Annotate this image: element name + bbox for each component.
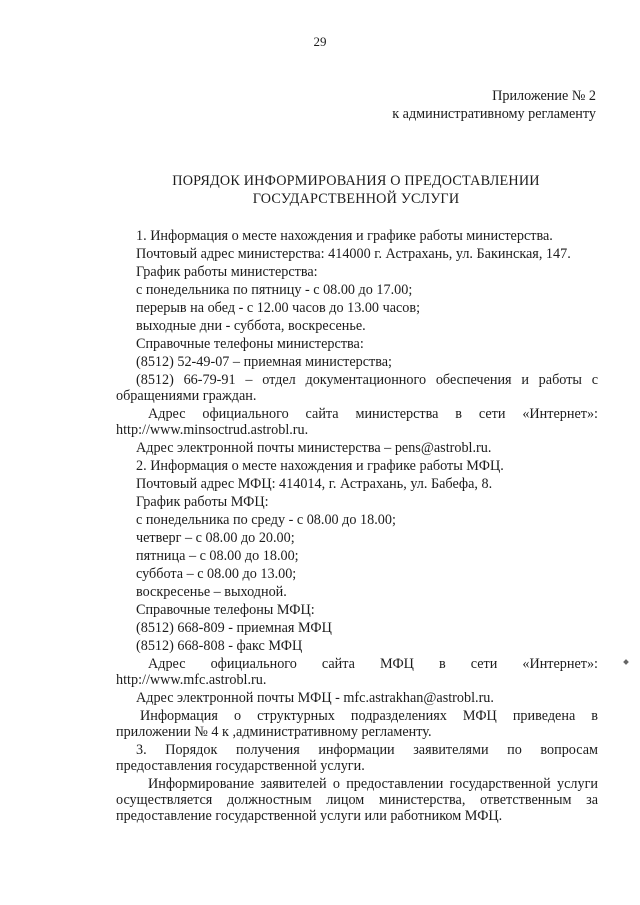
mfc-schedule-heading: График работы МФЦ:	[136, 494, 269, 510]
mfc-subdivisions-info-cont: приложении № 4 к ,административному регламенту.	[116, 724, 432, 740]
mfc-schedule-saturday: суббота – с 08.00 до 13.00;	[136, 566, 297, 582]
mfc-email: Адрес электронной почты МФЦ - mfc.astrakhan@astrobl.ru.	[136, 690, 494, 706]
ministry-email: Адрес электронной почты министерства – pens@astrobl.ru.	[136, 440, 492, 456]
appendix-number: Приложение № 2	[492, 88, 596, 104]
mfc-phone-reception: (8512) 668-809 - приемная МФЦ	[136, 620, 332, 636]
appendix-reference: к административному регламенту	[392, 106, 596, 122]
mfc-phone-fax: (8512) 668-808 - факс МФЦ	[136, 638, 303, 654]
ministry-schedule-heading: График работы министерства:	[136, 264, 318, 280]
document-title-line-2: ГОСУДАРСТВЕННОЙ УСЛУГИ	[252, 191, 460, 207]
ministry-schedule-lunch: перерыв на обед - с 12.00 часов до 13.00 часов;	[136, 300, 421, 316]
section-1-heading: 1. Информация о месте нахождения и графике работы министерства.	[136, 228, 553, 244]
informing-paragraph-line-1: Информирование заявителей о предоставлении государственной услуги	[148, 776, 598, 792]
mfc-website-label: Адрес официального сайта МФЦ в сети «Интернет»:	[148, 656, 598, 672]
ministry-website-label: Адрес официального сайта министерства в сети «Интернет»:	[148, 406, 598, 422]
page-number: 29	[313, 34, 327, 49]
mfc-schedule-mon-wed: с понедельника по среду - с 08.00 до 18.00;	[136, 512, 396, 528]
informing-paragraph-line-2: осуществляется должностным лицом министерства, ответственным за	[116, 792, 598, 808]
mfc-schedule-thursday: четверг – с 08.00 до 20.00;	[136, 530, 295, 546]
ministry-postal-address: Почтовый адрес министерства: 414000 г. Астрахань, ул. Бакинская, 147.	[136, 246, 571, 262]
mfc-schedule-friday: пятница – с 08.00 до 18.00;	[136, 548, 299, 564]
document-title-line-1: ПОРЯДОК ИНФОРМИРОВАНИЯ О ПРЕДОСТАВЛЕНИИ	[172, 173, 540, 189]
ministry-schedule-weekdays: с понедельника по пятницу - с 08.00 до 17.00;	[136, 282, 413, 298]
ministry-schedule-days-off: выходные дни - суббота, воскресенье.	[136, 318, 366, 334]
mfc-schedule-sunday: воскресенье – выходной.	[136, 584, 287, 600]
ministry-phone-department-cont: обращениями граждан.	[116, 388, 257, 404]
ministry-phone-reception: (8512) 52-49-07 – приемная министерства;	[136, 354, 392, 370]
informing-paragraph-line-3: предоставление государственной услуги или работником МФЦ.	[116, 808, 503, 824]
scan-speck	[623, 659, 629, 665]
section-3-heading: 3. Порядок получения информации заявителями по вопросам	[136, 742, 598, 758]
mfc-phones-heading: Справочные телефоны МФЦ:	[136, 602, 315, 618]
mfc-subdivisions-info: Информация о структурных подразделениях МФЦ приведена в	[140, 708, 598, 724]
mfc-website-url: http://www.mfc.astrobl.ru.	[116, 672, 267, 688]
mfc-postal-address: Почтовый адрес МФЦ: 414014, г. Астрахань, ул. Бабефа, 8.	[136, 476, 493, 492]
section-2-heading: 2. Информация о месте нахождения и графике работы МФЦ.	[136, 458, 504, 474]
ministry-website-url: http://www.minsoctrud.astrobl.ru.	[116, 422, 309, 438]
section-3-heading-cont: предоставления государственной услуги.	[116, 758, 365, 774]
ministry-phone-department: (8512) 66-79-91 – отдел документационного обеспечения и работы с	[136, 372, 598, 388]
ministry-phones-heading: Справочные телефоны министерства:	[136, 336, 364, 352]
